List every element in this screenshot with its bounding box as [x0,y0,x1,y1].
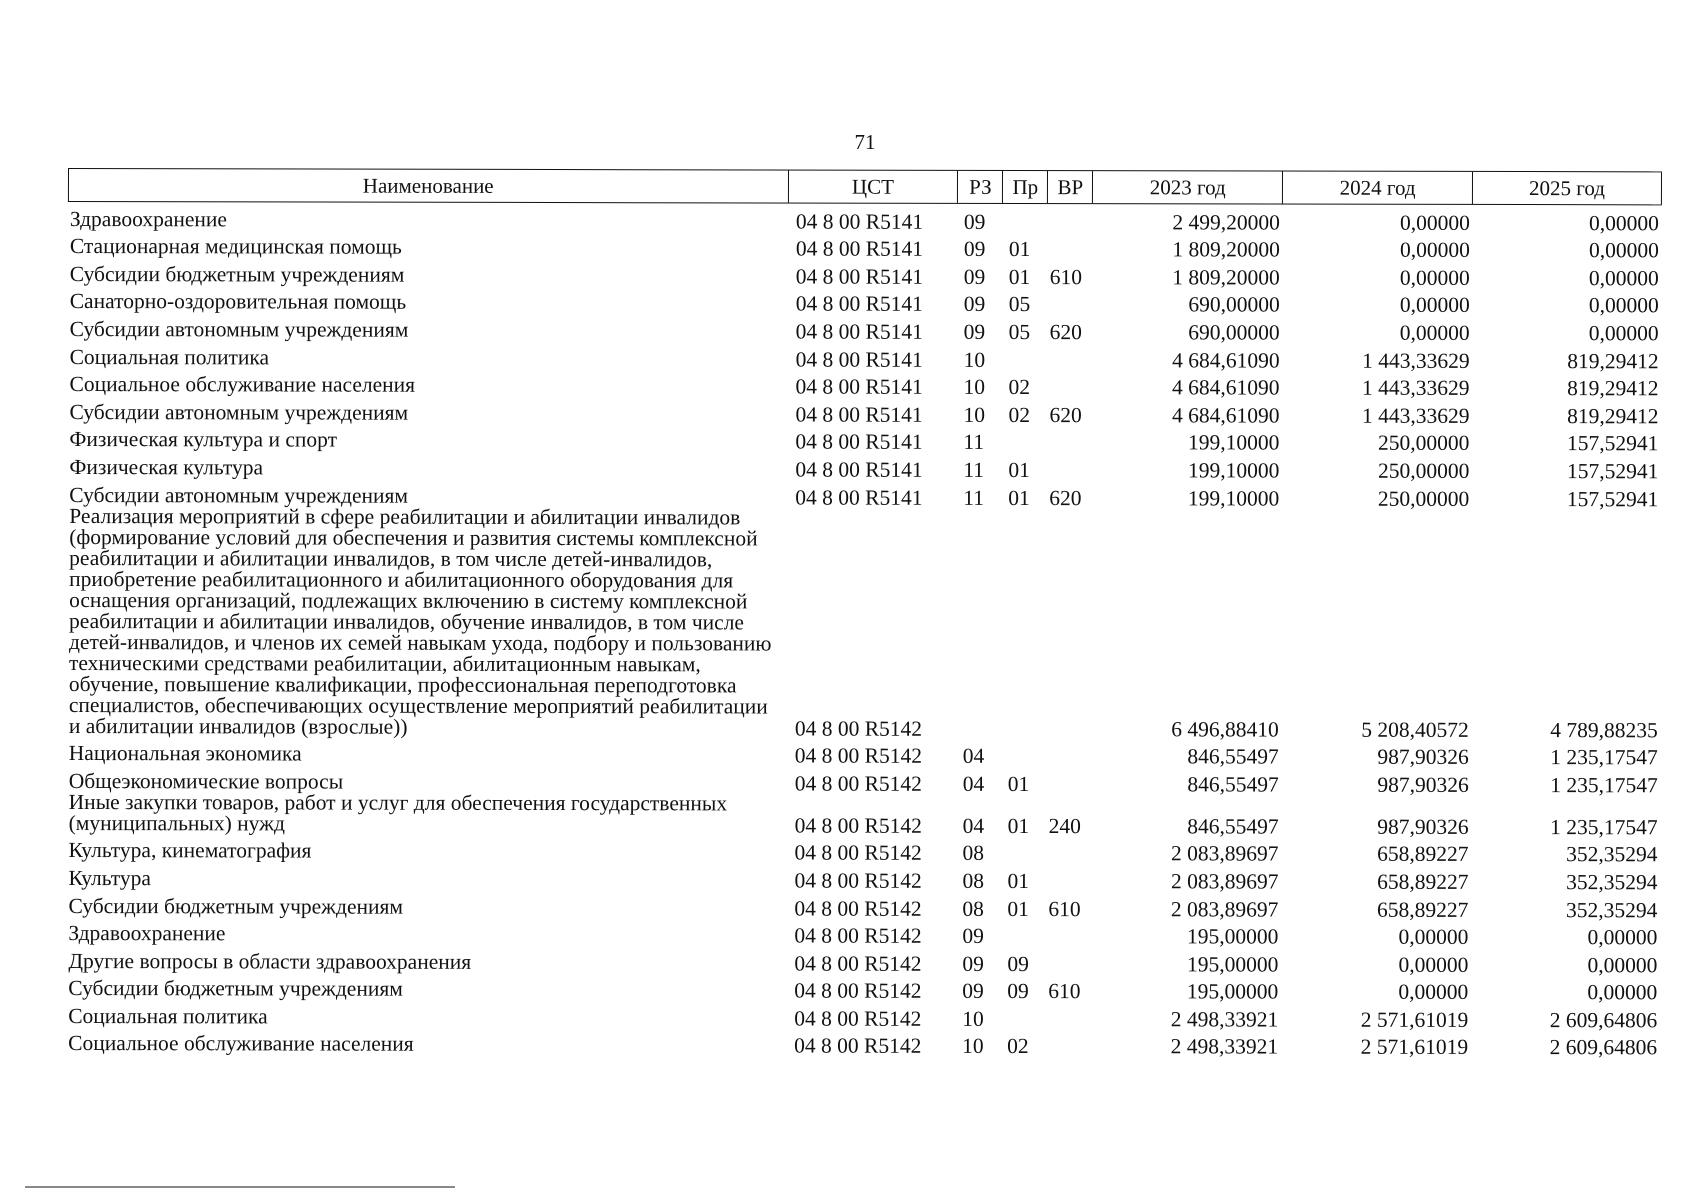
cell-y2024: 5 208,40572 [1361,717,1469,742]
cell-vr: 610 [1049,264,1083,289]
cell-vr: 610 [1048,979,1081,1004]
cell-y2025: 352,35294 [1566,870,1658,895]
cell-cst: 04 8 00 R5142 [794,743,923,768]
cell-y2023: 195,00000 [1186,924,1279,949]
cell-y2025: 1 235,17547 [1550,772,1658,798]
header-2023: 2023 год [1093,171,1283,203]
cell-y2024: 0,00000 [1398,980,1469,1005]
cell-y2024: 1 443,33629 [1362,348,1470,373]
cell-name: Субсидии бюджетным учреждениям [68,893,404,919]
cell-y2023: 846,55497 [1187,744,1279,769]
cell-y2024: 658,89227 [1377,842,1469,867]
cell-y2024: 987,90326 [1377,772,1469,797]
cell-vr: 620 [1049,485,1082,510]
cell-vr: 610 [1048,896,1081,921]
cell-rz: 11 [963,485,985,510]
footer-rule [25,1186,455,1188]
cell-cst: 04 8 00 R5141 [795,291,923,317]
cell-y2025: 1 235,17547 [1550,745,1658,770]
cell-rz: 10 [962,1034,984,1059]
cell-rz: 11 [963,430,985,455]
cell-name: Социальное обслуживание населения [68,1031,414,1057]
cell-y2025: 157,52941 [1567,431,1659,456]
cell-name: Здравоохранение [68,921,226,946]
cell-y2025: 0,00000 [1588,210,1659,235]
cell-y2023: 2 083,89697 [1171,841,1279,866]
table-row [66,861,1660,895]
cell-cst: 04 8 00 R5142 [794,923,922,948]
cell-pr: 05 [1008,292,1031,317]
cell-y2024: 0,00000 [1399,210,1470,235]
cell-cst: 04 8 00 R5141 [795,347,923,372]
cell-rz: 08 [962,868,985,893]
cell-y2025: 352,35294 [1566,842,1658,867]
cell-rz: 08 [962,841,985,866]
cell-name: Социальное обслуживание населения [69,372,416,397]
cell-name: Здравоохранение [69,206,228,231]
cell-y2025: 2 609,64806 [1549,1035,1658,1060]
cell-cst: 04 8 00 R5142 [794,951,922,976]
cell-rz: 08 [962,896,984,921]
cell-y2023: 846,55497 [1187,814,1279,839]
cell-name: Стационарная медицинская помощь [69,234,402,259]
cell-pr: 01 [1008,485,1030,510]
cell-cst: 04 8 00 R5142 [794,771,922,796]
cell-cst: 04 8 00 R5141 [795,264,924,289]
cell-name: Санаторно-оздоровительная помощь [69,289,407,315]
table-row [67,450,1661,484]
cell-name: Субсидии автономным учреждениям [69,316,409,342]
cell-rz: 10 [962,1006,984,1031]
cell-y2023: 199,10000 [1188,430,1280,455]
cell-y2024: 658,89227 [1377,897,1469,922]
cell-y2024: 0,00000 [1399,237,1470,263]
table-body [66,202,1662,1058]
cell-y2024: 2 571,61019 [1360,1035,1469,1060]
cell-pr: 01 [1007,868,1030,893]
cell-cst: 04 8 00 R5142 [794,813,922,838]
cell-cst: 04 8 00 R5142 [794,978,922,1004]
cell-y2025: 2 609,64806 [1549,1007,1658,1033]
cell-name: Реализация мероприятий в сфере реабилитации и абилитации инвалидов (формирование условий для обеспечения и развития системы комплексной реабилитации и абилитации инвалидов, в том числе детей-инвалидов, приобретение реабилитационного и абилитационного оборудования для оснащения организаций, подлежащих включению в систему комплексной реабилитации и абилитации инвалидов, обучение инвалидов, в том числе детей-инвалидов, и членов их семей навыкам ухода, подбору и пользованию техническими средствами реабилитации, абилитационным навыкам, обучение, повышение квалификации, профессиональная переподготовка специалистов, обеспечивающих осуществление мероприятий реабилитации и абилитации инвалидов (взрослые)) [68,503,772,739]
cell-y2023: 2 498,33921 [1170,1034,1279,1060]
header-rz: РЗ [958,171,1003,203]
cell-rz: 09 [962,951,984,976]
cell-rz: 09 [963,237,986,262]
cell-y2023: 4 684,61090 [1171,403,1280,428]
cell-name: Иные закупки товаров, работ и услуг для обеспечения государственных (муниципальных) нужд [68,789,728,836]
cell-y2023: 195,00000 [1186,952,1279,977]
cell-cst: 04 8 00 R5142 [794,868,922,893]
table-row [66,999,1660,1033]
cell-name: Физическая культура [69,454,264,480]
table-row [67,789,1661,840]
cell-y2025: 1 235,17547 [1550,814,1658,840]
cell-y2025: 819,29412 [1567,348,1659,373]
budget-table [66,168,1662,1058]
cell-y2023: 690,00000 [1188,320,1280,345]
cell-y2025: 0,00000 [1587,925,1658,950]
table-header [68,168,1662,205]
cell-pr: 01 [1007,896,1029,921]
header-cst: ЦСТ [788,171,958,203]
cell-y2024: 0,00000 [1398,924,1469,950]
cell-cst: 04 8 00 R5141 [795,236,924,261]
header-2024: 2024 год [1283,172,1473,204]
cell-rz: 09 [962,979,984,1004]
cell-cst: 04 8 00 R5141 [795,402,923,427]
cell-cst: 04 8 00 R5141 [795,319,923,344]
cell-y2023: 2 499,20000 [1172,209,1280,235]
table-row [68,312,1662,346]
cell-pr: 09 [1007,951,1029,976]
cell-rz: 09 [963,209,986,234]
cell-name: Национальная экономика [68,741,302,766]
cell-y2024: 0,00000 [1399,293,1470,318]
cell-pr: 09 [1007,979,1029,1004]
cell-name: Субсидии автономным учреждениям [69,399,409,425]
cell-y2024: 0,00000 [1399,265,1470,290]
cell-y2024: 1 443,33629 [1362,375,1470,401]
cell-name: Субсидии бюджетным учреждениям [68,976,403,1001]
cell-y2024: 250,00000 [1378,431,1470,456]
cell-y2024: 0,00000 [1399,320,1470,345]
table-row [67,503,1661,742]
cell-y2025: 0,00000 [1587,980,1658,1005]
cell-y2023: 2 498,33921 [1170,1007,1279,1032]
cell-pr: 01 [1007,813,1030,838]
cell-y2024: 250,00000 [1377,486,1470,511]
header-vr: ВР [1048,171,1093,203]
cell-pr: 01 [1008,237,1031,262]
cell-y2024: 1 443,33629 [1361,403,1470,428]
cell-y2025: 0,00000 [1587,952,1658,978]
cell-rz: 10 [963,402,986,427]
cell-rz: 11 [963,457,985,482]
cell-rz: 09 [963,292,986,317]
cell-cst: 04 8 00 R5142 [794,840,922,866]
cell-vr: 620 [1049,320,1082,345]
cell-y2023: 199,10000 [1187,485,1280,511]
cell-vr: 240 [1048,813,1081,838]
cell-y2024: 0,00000 [1398,952,1469,977]
cell-cst: 04 8 00 R5141 [795,429,923,455]
cell-rz: 04 [962,744,985,769]
cell-y2023: 1 809,20000 [1172,265,1280,290]
cell-y2025: 0,00000 [1588,238,1659,263]
cell-y2023: 4 684,61090 [1172,347,1280,373]
cell-pr: 02 [1008,402,1031,427]
cell-cst: 04 8 00 R5142 [794,1006,922,1031]
cell-name: Физическая культура и спорт [69,427,338,452]
cell-pr: 02 [1007,1034,1029,1059]
cell-y2025: 352,35294 [1566,897,1658,922]
cell-y2025: 819,29412 [1567,403,1659,429]
cell-cst: 04 8 00 R5141 [795,209,924,234]
header-2025: 2025 год [1473,172,1662,204]
cell-name: Социальная политика [69,344,270,369]
cell-y2023: 1 809,20000 [1172,237,1280,262]
cell-pr: 05 [1008,319,1031,344]
cell-y2023: 2 083,89697 [1170,869,1279,894]
cell-y2024: 250,00000 [1377,458,1470,483]
cell-rz: 04 [962,813,985,838]
cell-rz: 10 [963,375,986,400]
cell-y2023: 4 684,61090 [1172,375,1280,400]
cell-cst: 04 8 00 R5141 [795,374,923,399]
table-row [68,202,1662,233]
cell-y2025: 819,29412 [1567,376,1659,401]
cell-pr: 02 [1008,375,1031,400]
cell-rz: 09 [962,923,984,949]
cell-cst: 04 8 00 R5142 [794,1033,922,1059]
cell-y2025: 0,00000 [1588,293,1659,318]
cell-pr: 01 [1008,457,1030,482]
cell-y2024: 658,89227 [1377,869,1469,894]
cell-rz: 09 [963,319,986,344]
cell-name: Общеэкономические вопросы [68,768,344,794]
header-name: Наименование [69,169,789,203]
cell-y2024: 2 571,61019 [1360,1007,1469,1032]
cell-pr: 01 [1007,771,1030,796]
cell-y2024: 987,90326 [1377,744,1469,770]
cell-pr: 01 [1008,264,1031,289]
cell-y2024: 987,90326 [1377,814,1469,839]
cell-cst: 04 8 00 R5142 [794,896,922,921]
cell-cst: 04 8 00 R5142 [794,716,923,741]
cell-y2025: 157,52941 [1566,486,1659,511]
cell-y2025: 4 789,88235 [1550,717,1658,742]
cell-y2025: 0,00000 [1588,265,1659,291]
cell-name: Субсидии автономным учреждениям [69,482,409,508]
page-number: 71 [854,130,876,154]
cell-rz: 10 [963,347,986,372]
cell-name: Социальная политика [68,1003,268,1029]
cell-y2023: 2 083,89697 [1170,896,1279,922]
cell-y2023: 6 496,88410 [1171,716,1279,742]
cell-y2025: 0,00000 [1588,321,1659,346]
cell-y2023: 199,10000 [1187,458,1280,483]
cell-name: Культура, кинематография [68,838,312,863]
cell-cst: 04 8 00 R5141 [795,457,923,482]
cell-name: Культура [68,865,151,891]
header-pr: Пр [1003,171,1048,203]
cell-name: Субсидии бюджетным учреждениям [69,261,405,287]
cell-y2023: 195,00000 [1186,979,1279,1004]
cell-y2025: 157,52941 [1566,459,1659,484]
cell-rz: 04 [962,771,985,796]
cell-y2023: 690,00000 [1188,292,1280,317]
cell-cst: 04 8 00 R5141 [795,485,923,510]
cell-name: Другие вопросы в области здравоохранения [68,948,472,974]
cell-vr: 620 [1049,402,1082,427]
cell-rz: 09 [963,264,986,289]
cell-y2023: 846,55497 [1187,772,1279,797]
